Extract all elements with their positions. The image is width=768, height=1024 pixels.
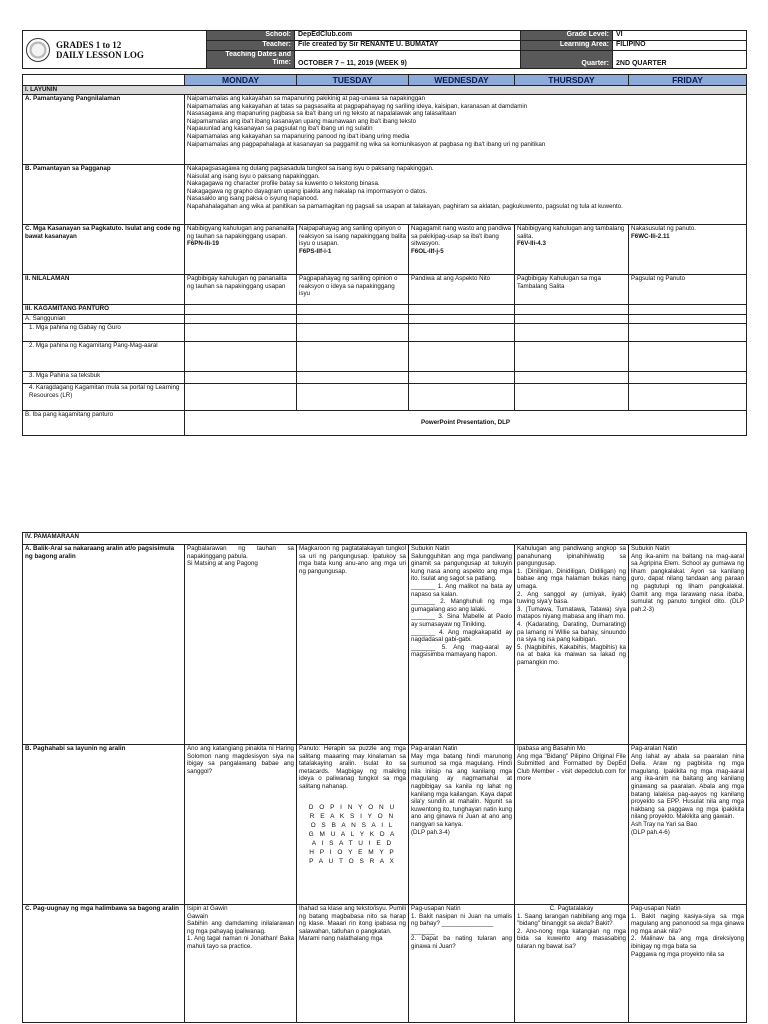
page-2: [22, 532, 746, 1023]
kasanayan-friday: [629, 225, 747, 275]
cell-line: 2. Ang sanggol ay (umiyak, iiyak) tuwing siya'y basa.: [517, 590, 626, 606]
paghahabi-thursday: [515, 745, 629, 905]
kasanayan-text: Nakasusulat ng panuto.: [631, 225, 697, 232]
cell-line: _______ 3. Sina Mabelle at Paolo ay sumasayaw ng Tinikling.: [411, 613, 512, 628]
a-line: Naipamamalas ang kakayahan sa mapanuring pakikinig at pag-unawa sa napakinggan: [187, 95, 426, 102]
cell-line: Gawain: [187, 912, 208, 920]
cell-line: Paggawa ng mga proyekto nila sa: [631, 950, 725, 958]
a-line: Naipamamalas ang pagpapahalaga at kasanayan sa paggamit ng wika sa komunikasyon at pagbasa ng iba't ibang uri ng panitikan: [187, 140, 546, 148]
pamantayan-sa-pagganap-text: [185, 165, 747, 225]
cell-line: 1. Ang tagal naman ni Jonathan! Baka mahuli tayo sa practice.: [187, 935, 294, 950]
dates-value: OCTOBER 7 – 11, 2019 (WEEK 9): [295, 51, 521, 69]
cell-line: Ang lahat ay abala sa paaralan nina Della. Araw ng pagbisita ng mga magulang. Ipakikita ng mga mag-aaral ang ika-anim na baitang ang kanilang ginawang sa paaralan. Abala ang mga batang lalakisa pag-aayos ng kanilang proyekto sa EPP. Husulat nila ang mga hakbang sa paggawa ng mga ipakikita nilang proyekto. Makikita ang gawain.: [631, 752, 745, 821]
cell-line: Salungguhitan ang mga pandiwang ginamit sa pangungusap at tukuyin kung nasa anong aspekto ang mga ito. Isulat ang sagot sa patlang.: [411, 552, 512, 583]
cell-line: Ano ang katangiang pinakita ni Haring Solomon nang magdesisyon siya na ibigay sa pangalawang babae ang sanggol?: [187, 745, 294, 775]
iba-pang-kagamitan-value: PowerPoint Presentation, DLP: [185, 411, 747, 436]
b-line: Nasasaklo ang isang paksa o isyung napanood.: [187, 195, 319, 203]
pamantayan-sa-pagganap-label: B. Pamantayan sa Pagganap: [23, 165, 185, 225]
nilalaman-wednesday: Pandiwa at ang Aspekto Nito: [409, 275, 515, 305]
cell-line: Subukin Natin: [631, 545, 670, 552]
paghahabi-monday: [185, 745, 297, 905]
cell-line: 2. Malinaw ba ang mga direksiyong ibinigay ng mga bata sa: [631, 935, 745, 950]
pamantayang-pangnilalaman-text: [185, 95, 747, 165]
cell-line: Kahulugan ang pandiwang angkop sa panahunang ipinahihiwatig sa pangungusap.: [517, 545, 626, 568]
balik-aral-monday: [185, 545, 297, 745]
cell-line: Ash Tray na Yari sa Bao: [631, 820, 698, 828]
cell-line: May mga batang hindi marunong sumunod sa mga magulang. Hindi nila iniisip na ang kanilang mga magulang ay nagmamahal at nagbibigay sa kanila ng lahat ng kanilang mga kailangan. Kaya dapat sila'y sundin at mahalin. Ngunit sa kuwentong ito, tunghayan natin kung ano ang ginawa ni Juan at ano ang nangyari sa kanya.: [411, 752, 512, 828]
deped-seal-logo: [26, 38, 50, 62]
paghahabi-wednesday: [409, 745, 515, 905]
puzzle-row: G M U A L Y K D A: [308, 830, 397, 838]
cell-line: Ang ika-anim na baitang na mag-aaral sa Agripina Elem. School ay gumawa ng liham pangkalakal. Ayon sa kanilang guro, dapat nilang tandaan ang paraan ng pagtutupi ng liham pangkalakal. Gamit ang mga larawang nasa ibaba, sumulat ng panuto tungkol dito. (DLP pah.2-3): [631, 552, 745, 613]
nilalaman-friday: Pagsulat ng Panuto: [629, 275, 747, 305]
kagamitang-panturo-label: III. KAGAMITANG PANTURO: [23, 305, 185, 315]
quarter-value: 2ND QUARTER: [613, 51, 747, 69]
day-tuesday: TUESDAY: [297, 75, 409, 86]
teksbuk-label: 3. Mga Pahina sa teksbuk: [23, 372, 185, 384]
puzzle-row: H P I O Y E M Y P: [309, 848, 396, 856]
kasanayan-text: Nagagamit nang wasto ang pandiwa sa pakikipag-usap sa iba't ibang sitwasyon.: [411, 225, 512, 248]
cell-line: Subukin Natin: [411, 545, 450, 552]
nilalaman-thursday: Pagbibigay Kahulugan sa mga Tambalang Salita: [515, 275, 629, 305]
pag-uugnay-label: C. Pag-uugnay ng mga halimbawa sa bagong aralin: [23, 905, 185, 1023]
iba-pang-kagamitan-label: B. Iba pang kagamitang panturo: [23, 411, 185, 436]
kasanayan-text: Nabibigyang kahulugan ang tambalang salita.: [517, 225, 625, 240]
day-monday: MONDAY: [185, 75, 297, 86]
grade-label: Grade Level:: [521, 31, 613, 41]
days-corner: [23, 75, 185, 86]
balik-aral-thursday: [515, 545, 629, 745]
lesson-table-2: [22, 532, 747, 1023]
kasanayan-code: F6PN-IIi-19: [187, 240, 219, 248]
cell-line: 1. Bakit naging kasiya-siya sa mga magulang ang panonood sa mga ginawa ng mga anak nila?: [631, 912, 745, 935]
page-1: [22, 30, 746, 436]
a-line: Nasasagawa ang mapanuring pagbasa sa iba't ibang uri ng teksto at napalalawak ang talasalitaan: [187, 110, 457, 118]
lesson-table-1: [22, 74, 747, 436]
title-grades: GRADES 1 to 12: [55, 39, 122, 50]
a-line: Naipamamalas ang iba't ibang kasanayan upang maunawaan ang iba't ibang teksto: [187, 117, 417, 125]
cell-line: 2. Dapat ba nating tularan ang ginawa ni Juan?: [411, 935, 512, 950]
b-line: Nakagagawa ng grapho dayagram upang ipakita ang nakalap na impormasyon o datos.: [187, 187, 428, 195]
cell-line: Pagbalarawan ng tauhan sa napakinggang pabula.: [187, 545, 294, 560]
pag-uugnay-thursday: [515, 905, 629, 1023]
header-logo-cell: [23, 31, 207, 69]
teacher-label: Teacher:: [207, 41, 295, 51]
kasanayan-thursday: [515, 225, 629, 275]
title-dll: DAILY LESSON LOG: [55, 49, 144, 60]
b-line: Naisulat ang isang isyu o paksang napakinggan.: [187, 172, 320, 180]
paghahabi-label: B. Paghahabi sa layunin ng aralin: [23, 745, 185, 905]
cell-line: 1. Saang larangan nabibilang ang mga "bidang" binanggit sa akda? Bakit?: [517, 912, 626, 928]
cell-line: _______ 4. Ang magkakapatid ay nagdadasal gabi-gabi.: [411, 628, 512, 644]
puzzle-row: P A U T O S R A X: [309, 857, 396, 865]
gabay-guro-label: 1. Mga pahina ng Gabay ng Guro: [23, 324, 185, 342]
pag-uugnay-wednesday: [409, 905, 515, 1023]
cell-line: 2. Ano-nong mga katangian ng mga bida sa kuwento ang masasabing tularan ng bawat isa?: [517, 927, 626, 950]
area-value: FILIPINO: [613, 41, 747, 51]
puzzle-row: R E A K S I Y O N: [309, 812, 396, 820]
puzzle-row: A I S A T U I E D: [311, 839, 394, 847]
cell-line: _______ 5. Ang mag-aaral ay magsisimba mamayang hapon.: [411, 643, 512, 659]
cell-line: Marami nang nalathalang mga: [299, 935, 383, 943]
header-table: [22, 30, 747, 69]
kagamitang-mag-aaral-label: 2. Mga pahina ng Kagamitang Pang-Mag-aaral: [23, 342, 185, 372]
cell-line: Ang mga "Bidang" Pilipino Original File Submitted and Formatted by DepEd Club Member - visit depedclub.com for more: [517, 752, 626, 783]
paghahabi-friday: [629, 745, 747, 905]
cell-line: C. Pagtatalakay: [549, 905, 594, 912]
cell-line: 5. (Nagbibihis, Kakabihis, Magbihis) ka na at baka ka maiwan sa lakad ng pamangkin mo.: [517, 643, 626, 666]
cell-line: Ipabasa ang Basahin Mo: [517, 745, 586, 752]
a-line: Napauunlad ang kasanayan sa pagsulat ng iba't ibang uri ng sulatin: [187, 125, 373, 133]
day-wednesday: WEDNESDAY: [409, 75, 515, 86]
grade-value: VI: [613, 31, 747, 41]
balik-aral-label: A. Balik-Aral sa nakaraang aralin at/o pagsisimula ng bagong aralin: [23, 545, 185, 745]
nilalaman-monday: Pagbibigay kahulugan ng pananalita ng tauhan sa napakinggang usapan: [185, 275, 297, 305]
cell-line: _______: [411, 927, 436, 935]
cell-line: Magkaroon ng pagtatalakayan tungkol sa uri ng pangungusap. Ipatukoy sa mga bata kung anu-ano ang mga uri ng pangungusap.: [299, 545, 406, 575]
cell-line: (DLP pah.4-6): [631, 828, 670, 836]
kasanayan-text: Naipapahayag ang sariling opinyon o reaksyon sa isang napakinggang balita isyu o usapan.: [299, 225, 406, 248]
word-search-puzzle: [299, 803, 406, 866]
area-label: Learning Area:: [521, 41, 613, 51]
b-line: Napahahalagahan ang wika at panitikan sa pamamagitan ng pagsali sa usapan at talakayan, paghiram sa aklatan, pagkukuwento, pagsulat ng tula at kuwento.: [187, 202, 623, 210]
pag-uugnay-monday: [185, 905, 297, 1023]
cell-line: Pag-aralan Natin: [411, 745, 458, 752]
cell-line: _______ 1. Ang malikot na bata ay napaso sa kalan.: [411, 582, 512, 598]
kasanayan-wednesday: [409, 225, 515, 275]
puzzle-row: D O P I N Y O N U: [308, 803, 397, 811]
nilalaman-tuesday: Pagpapahayag ng sariling opinion o reaksyon o ideya sa napakinggang isyu: [297, 275, 409, 305]
cell-line: Pag-usapan Natin: [631, 905, 681, 912]
school-label: School:: [207, 31, 295, 41]
dates-label: Teaching Dates and Time:: [207, 51, 295, 69]
puzzle-row: O S B A N S A I L: [310, 821, 395, 829]
day-friday: FRIDAY: [629, 75, 747, 86]
balik-aral-tuesday: [297, 545, 409, 745]
cell-line: Panuto: Herapin sa puzzle ang mga salitang maaaring may kinalaman sa tatalakaying aralin. Isulat ito sa metacards. Magbigay ng maikling ideya o paliwanag tungkol sa mga salitang nahanap.: [299, 745, 406, 790]
b-line: Nakapagsasagawa ng dulang pagsasadula tungkol sa isang isyu o paksang napakinggan.: [187, 165, 434, 172]
cell-line: 3. (Tumawa, Tumatawa, Tatawa) siya matapos niyang mabasa ang liham mo.: [517, 605, 626, 621]
a-line: Naipamamalas ang kakayahan sa mapanuring panood ng iba't ibang uring media: [187, 132, 410, 140]
cell-line: 4. (Kadarating, Darating, Dumarating) pa lamang ni Willie sa bahay, sinuundo na siya ng isa pang kaibigan.: [517, 620, 626, 644]
cell-line: 1. (Diniligan, Dinidiligan, Didiligan) ng babae ang mga halaman bukas nang umaga.: [517, 567, 626, 590]
paghahabi-tuesday: [297, 745, 409, 905]
day-thursday: THURSDAY: [515, 75, 629, 86]
cell-line: 1. Bakit nasipan ni Juan na umalis ng bahay? _______________: [411, 912, 512, 928]
kasanayan-label: C. Mga Kasanayan sa Pagkatuto. Isulat ang code ng bawat kasanayan: [23, 225, 185, 275]
balik-aral-wednesday: [409, 545, 515, 745]
pag-uugnay-friday: [629, 905, 747, 1023]
kasanayan-code: F6WC-IIi-2.11: [631, 232, 670, 240]
pamantayang-pangnilalaman-label: A. Pamantayang Pangnilalaman: [23, 95, 185, 165]
kasanayan-code: F6V-IIi-4.3: [517, 240, 546, 248]
pamamaraan-heading: IV. PAMAMARAAN: [23, 533, 747, 545]
cell-line: Sabihin ang damdaming inilalarawan ng mga pahayag ipaliwanag.: [187, 920, 294, 935]
a-line: Naipamamalas ang kakayahan at tatas sa pagsasalita at pagpapahayag ng sariling ideya, kaisipan, karanasan at damdamin: [187, 102, 528, 110]
kasanayan-text: Nabibigyang kahulugan ang pananalita ng tauhan sa napakinggang usapan.: [187, 225, 294, 240]
school-value: DepEdClub.com: [295, 31, 521, 41]
cell-line: Pag-usapan Natin: [411, 905, 461, 912]
cell-line: Pag-aralan Natin: [631, 745, 678, 752]
kasanayan-tuesday: [297, 225, 409, 275]
cell-line: (DLP pah.3-4): [411, 828, 450, 836]
cell-line: _______ 2. Manghuhuli ng mga gumagalang aso ang lalaki.: [411, 598, 512, 613]
balik-aral-friday: [629, 545, 747, 745]
nilalaman-label: II. NILALAMAN: [23, 275, 185, 305]
kasanayan-code: F6PS-IIf-i-1: [299, 247, 332, 255]
teacher-value: File created by Sir RENANTE U. BUMATAY: [295, 41, 521, 51]
layunin-heading: I. LAYUNIN: [23, 86, 747, 95]
lr-portal-label: 4. Karagdagang Kagamitan mula sa portal ng Learning Resources (LR): [23, 384, 185, 411]
cell-line: Si Matsing at ang Pagong: [187, 560, 258, 568]
b-line: Nakagagawa ng character profile batay sa kuwento o tekstong binasa.: [187, 180, 380, 188]
cell-line: Isipin at Gawin: [187, 905, 228, 912]
pag-uugnay-tuesday: [297, 905, 409, 1023]
cell-line: Ihahad sa klase ang teksto/isyu. Pumili ng batang magbabasa nito sa harap ng klase. Maaari rin itong ipabasa ng salawahan, tatluhan o pangkatan.: [299, 905, 406, 935]
kasanayan-monday: [185, 225, 297, 275]
quarter-label: Quarter:: [521, 51, 613, 69]
sanggunian-label: A. Sanggunian: [23, 315, 185, 324]
kasanayan-code: F6OL-IIf-j-5: [411, 247, 444, 255]
